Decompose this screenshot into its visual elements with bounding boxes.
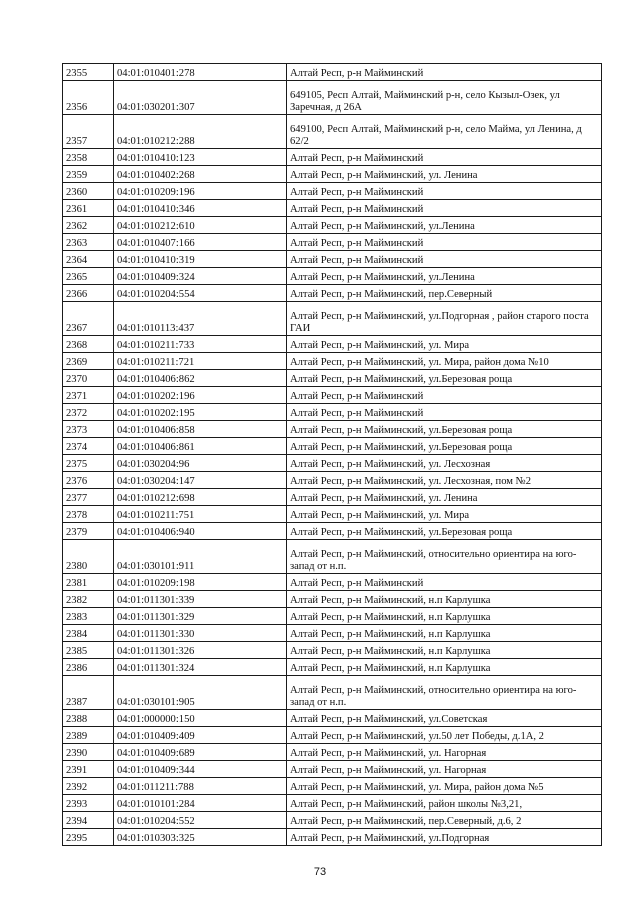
table-row	[63, 217, 602, 234]
row-number-cell: 2371	[63, 387, 114, 404]
cadastral-number-cell: 04:01:010303:325	[114, 829, 287, 846]
row-number-cell: 2384	[63, 625, 114, 642]
address-cell: Алтай Респ, р-н Майминский, ул.Березовая роща	[287, 370, 602, 387]
table-row	[63, 761, 602, 778]
cadastral-number-cell: 04:01:011301:339	[114, 591, 287, 608]
table-row	[63, 183, 602, 200]
address-cell: Алтай Респ, р-н Майминский	[287, 149, 602, 166]
table-row	[63, 676, 602, 710]
cadastral-number-cell: 04:01:010202:195	[114, 404, 287, 421]
table-row	[63, 149, 602, 166]
address-cell: Алтай Респ, р-н Майминский	[287, 387, 602, 404]
table-row	[63, 659, 602, 676]
cadastral-number-cell: 04:01:010402:268	[114, 166, 287, 183]
address-cell: Алтай Респ, р-н Майминский, н.п Карлушка	[287, 659, 602, 676]
cadastral-number-cell: 04:01:010409:689	[114, 744, 287, 761]
address-cell: Алтай Респ, р-н Майминский, относительно ориентира на юго-запад от н.п.	[287, 676, 602, 710]
address-cell: Алтай Респ, р-н Майминский, ул.Подгорная , район старого поста ГАИ	[287, 302, 602, 336]
address-cell: Алтай Респ, р-н Майминский, ул.Подгорная	[287, 829, 602, 846]
row-number-cell: 2394	[63, 812, 114, 829]
cadastral-number-cell: 04:01:030201:307	[114, 81, 287, 115]
address-cell: Алтай Респ, р-н Майминский	[287, 251, 602, 268]
table-row	[63, 302, 602, 336]
table-row	[63, 574, 602, 591]
row-number-cell: 2387	[63, 676, 114, 710]
row-number-cell: 2385	[63, 642, 114, 659]
row-number-cell: 2359	[63, 166, 114, 183]
table-row	[63, 115, 602, 149]
row-number-cell: 2365	[63, 268, 114, 285]
address-cell: 649100, Респ Алтай, Майминский р-н, село Майма, ул Ленина, д 62/2	[287, 115, 602, 149]
row-number-cell: 2370	[63, 370, 114, 387]
address-cell: Алтай Респ, р-н Майминский	[287, 574, 602, 591]
table-row	[63, 506, 602, 523]
row-number-cell: 2389	[63, 727, 114, 744]
cadastral-number-cell: 04:01:010409:324	[114, 268, 287, 285]
row-number-cell: 2361	[63, 200, 114, 217]
table-row	[63, 625, 602, 642]
cadastral-number-cell: 04:01:030204:96	[114, 455, 287, 472]
address-cell: 649105, Респ Алтай, Майминский р-н, село Кызыл-Озек, ул Заречная, д 26А	[287, 81, 602, 115]
table-row	[63, 608, 602, 625]
table-row	[63, 81, 602, 115]
cadastral-number-cell: 04:01:011301:330	[114, 625, 287, 642]
table-row	[63, 744, 602, 761]
table-row	[63, 778, 602, 795]
cadastral-number-cell: 04:01:011301:329	[114, 608, 287, 625]
cadastral-number-cell: 04:01:010204:554	[114, 285, 287, 302]
row-number-cell: 2360	[63, 183, 114, 200]
address-cell: Алтай Респ, р-н Майминский	[287, 404, 602, 421]
cadastral-number-cell: 04:01:010212:698	[114, 489, 287, 506]
table-row	[63, 268, 602, 285]
address-cell: Алтай Респ, р-н Майминский	[287, 183, 602, 200]
cadastral-number-cell: 04:01:000000:150	[114, 710, 287, 727]
cadastral-number-cell: 04:01:011301:326	[114, 642, 287, 659]
cadastral-number-cell: 04:01:010211:751	[114, 506, 287, 523]
address-cell: Алтай Респ, р-н Майминский	[287, 64, 602, 81]
row-number-cell: 2369	[63, 353, 114, 370]
address-cell: Алтай Респ, р-н Майминский, ул.Березовая роща	[287, 421, 602, 438]
table-row	[63, 455, 602, 472]
table-row	[63, 64, 602, 81]
table-row	[63, 727, 602, 744]
cadastral-number-cell: 04:01:010401:278	[114, 64, 287, 81]
table-row	[63, 540, 602, 574]
cadastral-number-cell: 04:01:010406:862	[114, 370, 287, 387]
row-number-cell: 2395	[63, 829, 114, 846]
cadastral-number-cell: 04:01:010211:721	[114, 353, 287, 370]
table-row	[63, 251, 602, 268]
row-number-cell: 2373	[63, 421, 114, 438]
row-number-cell: 2381	[63, 574, 114, 591]
cadastral-number-cell: 04:01:030101:905	[114, 676, 287, 710]
row-number-cell: 2366	[63, 285, 114, 302]
table-row	[63, 829, 602, 846]
row-number-cell: 2377	[63, 489, 114, 506]
table-row	[63, 795, 602, 812]
address-cell: Алтай Респ, р-н Майминский, ул.Березовая роща	[287, 438, 602, 455]
row-number-cell: 2368	[63, 336, 114, 353]
cadastral-number-cell: 04:01:010204:552	[114, 812, 287, 829]
table-row	[63, 404, 602, 421]
address-cell: Алтай Респ, р-н Майминский, район школы №3,21,	[287, 795, 602, 812]
row-number-cell: 2388	[63, 710, 114, 727]
row-number-cell: 2386	[63, 659, 114, 676]
row-number-cell: 2363	[63, 234, 114, 251]
cadastral-number-cell: 04:01:011211:788	[114, 778, 287, 795]
row-number-cell: 2374	[63, 438, 114, 455]
row-number-cell: 2364	[63, 251, 114, 268]
row-number-cell: 2378	[63, 506, 114, 523]
address-cell: Алтай Респ, р-н Майминский, ул. Мира, район дома №10	[287, 353, 602, 370]
table-row	[63, 166, 602, 183]
cadastral-number-cell: 04:01:010101:284	[114, 795, 287, 812]
table-row	[63, 234, 602, 251]
table-row	[63, 353, 602, 370]
row-number-cell: 2367	[63, 302, 114, 336]
address-cell: Алтай Респ, р-н Майминский, ул.50 лет Победы, д.1А, 2	[287, 727, 602, 744]
row-number-cell: 2356	[63, 81, 114, 115]
table-row	[63, 591, 602, 608]
cadastral-number-cell: 04:01:010209:196	[114, 183, 287, 200]
cadastral-number-cell: 04:01:030101:911	[114, 540, 287, 574]
table-row	[63, 387, 602, 404]
table-row	[63, 710, 602, 727]
page-number: 73	[313, 866, 327, 878]
address-cell: Алтай Респ, р-н Майминский, ул. Ленина	[287, 166, 602, 183]
row-number-cell: 2355	[63, 64, 114, 81]
row-number-cell: 2390	[63, 744, 114, 761]
row-number-cell: 2393	[63, 795, 114, 812]
address-cell: Алтай Респ, р-н Майминский, ул. Мира, район дома №5	[287, 778, 602, 795]
row-number-cell: 2383	[63, 608, 114, 625]
cadastral-number-cell: 04:01:010212:288	[114, 115, 287, 149]
address-cell: Алтай Респ, р-н Майминский, ул. Лесхозная	[287, 455, 602, 472]
address-cell: Алтай Респ, р-н Майминский, н.п Карлушка	[287, 625, 602, 642]
cadastral-number-cell: 04:01:010211:733	[114, 336, 287, 353]
cadastral-number-cell: 04:01:010202:196	[114, 387, 287, 404]
address-cell: Алтай Респ, р-н Майминский	[287, 200, 602, 217]
table-row	[63, 489, 602, 506]
table-row	[63, 370, 602, 387]
cadastral-number-cell: 04:01:010410:123	[114, 149, 287, 166]
address-cell: Алтай Респ, р-н Майминский, ул. Нагорная	[287, 744, 602, 761]
cadastral-number-cell: 04:01:010410:319	[114, 251, 287, 268]
row-number-cell: 2358	[63, 149, 114, 166]
row-number-cell: 2392	[63, 778, 114, 795]
cadastral-number-cell: 04:01:010406:861	[114, 438, 287, 455]
cadastral-number-cell: 04:01:030204:147	[114, 472, 287, 489]
cadastral-number-cell: 04:01:010407:166	[114, 234, 287, 251]
cadastral-number-cell: 04:01:010113:437	[114, 302, 287, 336]
row-number-cell: 2376	[63, 472, 114, 489]
table-row	[63, 523, 602, 540]
address-cell: Алтай Респ, р-н Майминский, н.п Карлушка	[287, 642, 602, 659]
address-cell: Алтай Респ, р-н Майминский, ул. Мира	[287, 336, 602, 353]
row-number-cell: 2375	[63, 455, 114, 472]
table-row	[63, 285, 602, 302]
row-number-cell: 2391	[63, 761, 114, 778]
address-cell: Алтай Респ, р-н Майминский, пер.Северный	[287, 285, 602, 302]
cadastral-number-cell: 04:01:010406:940	[114, 523, 287, 540]
table-body	[63, 64, 602, 846]
property-registry-table	[62, 63, 602, 846]
address-cell: Алтай Респ, р-н Майминский, ул.Советская	[287, 710, 602, 727]
cadastral-number-cell: 04:01:010406:858	[114, 421, 287, 438]
address-cell: Алтай Респ, р-н Майминский, ул.Ленина	[287, 217, 602, 234]
address-cell: Алтай Респ, р-н Майминский, ул. Мира	[287, 506, 602, 523]
cadastral-number-cell: 04:01:010212:610	[114, 217, 287, 234]
row-number-cell: 2362	[63, 217, 114, 234]
row-number-cell: 2379	[63, 523, 114, 540]
address-cell: Алтай Респ, р-н Майминский	[287, 234, 602, 251]
address-cell: Алтай Респ, р-н Майминский, н.п Карлушка	[287, 591, 602, 608]
address-cell: Алтай Респ, р-н Майминский, ул.Ленина	[287, 268, 602, 285]
row-number-cell: 2357	[63, 115, 114, 149]
cadastral-number-cell: 04:01:010409:409	[114, 727, 287, 744]
table-row	[63, 200, 602, 217]
table-row	[63, 336, 602, 353]
row-number-cell: 2380	[63, 540, 114, 574]
cadastral-number-cell: 04:01:010409:344	[114, 761, 287, 778]
cadastral-number-cell: 04:01:010410:346	[114, 200, 287, 217]
address-cell: Алтай Респ, р-н Майминский, ул. Нагорная	[287, 761, 602, 778]
row-number-cell: 2372	[63, 404, 114, 421]
table-row	[63, 812, 602, 829]
address-cell: Алтай Респ, р-н Майминский, относительно ориентира на юго-запад от н.п.	[287, 540, 602, 574]
table-row	[63, 472, 602, 489]
address-cell: Алтай Респ, р-н Майминский, ул. Лесхозная, пом №2	[287, 472, 602, 489]
table-row	[63, 642, 602, 659]
address-cell: Алтай Респ, р-н Майминский, ул. Ленина	[287, 489, 602, 506]
table-row	[63, 438, 602, 455]
cadastral-number-cell: 04:01:011301:324	[114, 659, 287, 676]
row-number-cell: 2382	[63, 591, 114, 608]
address-cell: Алтай Респ, р-н Майминский, н.п Карлушка	[287, 608, 602, 625]
cadastral-number-cell: 04:01:010209:198	[114, 574, 287, 591]
address-cell: Алтай Респ, р-н Майминский, пер.Северный, д.6, 2	[287, 812, 602, 829]
table-row	[63, 421, 602, 438]
address-cell: Алтай Респ, р-н Майминский, ул.Березовая роща	[287, 523, 602, 540]
